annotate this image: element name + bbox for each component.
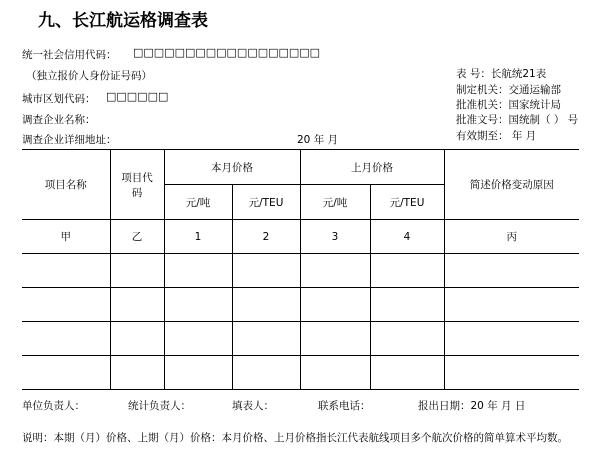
stat-head-label: 统计负责人：	[128, 400, 191, 412]
empty-cell[interactable]	[300, 288, 370, 322]
header-item-code: 项目代码	[110, 150, 164, 220]
credit-code-label: 统一社会信用代码：	[22, 49, 117, 61]
index-cell: 丙	[444, 220, 579, 254]
empty-cell[interactable]	[370, 254, 444, 288]
empty-cell[interactable]	[300, 356, 370, 390]
index-cell: 4	[370, 220, 444, 254]
index-cell: 2	[232, 220, 300, 254]
empty-cell[interactable]	[444, 322, 579, 356]
header-last-month-price: 上月价格	[300, 150, 444, 185]
header-this-month-ton: 元/吨	[164, 185, 232, 220]
empty-cell[interactable]	[164, 356, 232, 390]
issuing-authority: 制定机关：交通运输部	[456, 84, 561, 96]
empty-cell[interactable]	[164, 288, 232, 322]
approval-number: 批准文号：国统制（ ） 号	[456, 114, 579, 126]
note-text: 说明：本期（月）价格、上期（月）价格：本月价格、上月价格指长江代表航线项目多个航次价格的简单算术平均数。	[22, 432, 568, 444]
index-cell: 乙	[110, 220, 164, 254]
index-cell: 3	[300, 220, 370, 254]
table-row	[22, 254, 579, 288]
report-date-label: 报出日期：20 年 月 日	[418, 400, 526, 412]
table-row	[22, 288, 579, 322]
empty-cell[interactable]	[110, 356, 164, 390]
empty-cell[interactable]	[110, 322, 164, 356]
empty-cell[interactable]	[22, 322, 110, 356]
region-code-boxes: □□□□□□	[106, 90, 169, 103]
company-name-label: 调查企业名称：	[22, 114, 96, 126]
page-title: 九、长江航运格调查表	[38, 11, 208, 31]
empty-cell[interactable]	[370, 288, 444, 322]
empty-cell[interactable]	[164, 254, 232, 288]
index-cell: 1	[164, 220, 232, 254]
header-last-month-ton: 元/吨	[300, 185, 370, 220]
empty-cell[interactable]	[22, 254, 110, 288]
survey-date: 20 年 月	[297, 134, 339, 146]
empty-cell[interactable]	[22, 356, 110, 390]
approving-authority: 批准机关：国家统计局	[456, 99, 561, 111]
empty-cell[interactable]	[22, 288, 110, 322]
empty-cell[interactable]	[370, 322, 444, 356]
header-this-month-teu: 元/TEU	[232, 185, 300, 220]
region-code-label: 城市区划代码：	[22, 93, 96, 105]
empty-cell[interactable]	[300, 254, 370, 288]
credit-code-boxes: □□□□□□□□□□□□□□□□□□	[133, 46, 321, 59]
address-label: 调查企业详细地址：	[22, 134, 117, 146]
empty-cell[interactable]	[444, 356, 579, 390]
empty-cell[interactable]	[370, 356, 444, 390]
empty-cell[interactable]	[164, 322, 232, 356]
id-note: （独立报价人身份证号码）	[26, 70, 152, 82]
header-change-reason: 简述价格变动原因	[444, 150, 579, 220]
unit-head-label: 单位负责人：	[22, 400, 85, 412]
empty-cell[interactable]	[300, 322, 370, 356]
empty-cell[interactable]	[110, 254, 164, 288]
header-this-month-price: 本月价格	[164, 150, 300, 185]
empty-cell[interactable]	[232, 322, 300, 356]
form-number: 表 号：长航统21表	[456, 68, 547, 80]
table-row	[22, 322, 579, 356]
phone-label: 联系电话：	[318, 400, 371, 412]
empty-cell[interactable]	[110, 288, 164, 322]
filler-label: 填表人：	[232, 400, 274, 412]
empty-cell[interactable]	[232, 356, 300, 390]
header-item-name: 项目名称	[22, 150, 110, 220]
price-survey-table	[22, 149, 579, 390]
empty-cell[interactable]	[232, 254, 300, 288]
valid-until: 有效期至： 年 月	[456, 130, 537, 142]
header-last-month-teu: 元/TEU	[370, 185, 444, 220]
empty-cell[interactable]	[444, 254, 579, 288]
empty-cell[interactable]	[444, 288, 579, 322]
empty-cell[interactable]	[232, 288, 300, 322]
index-cell: 甲	[22, 220, 110, 254]
table-row	[22, 356, 579, 390]
